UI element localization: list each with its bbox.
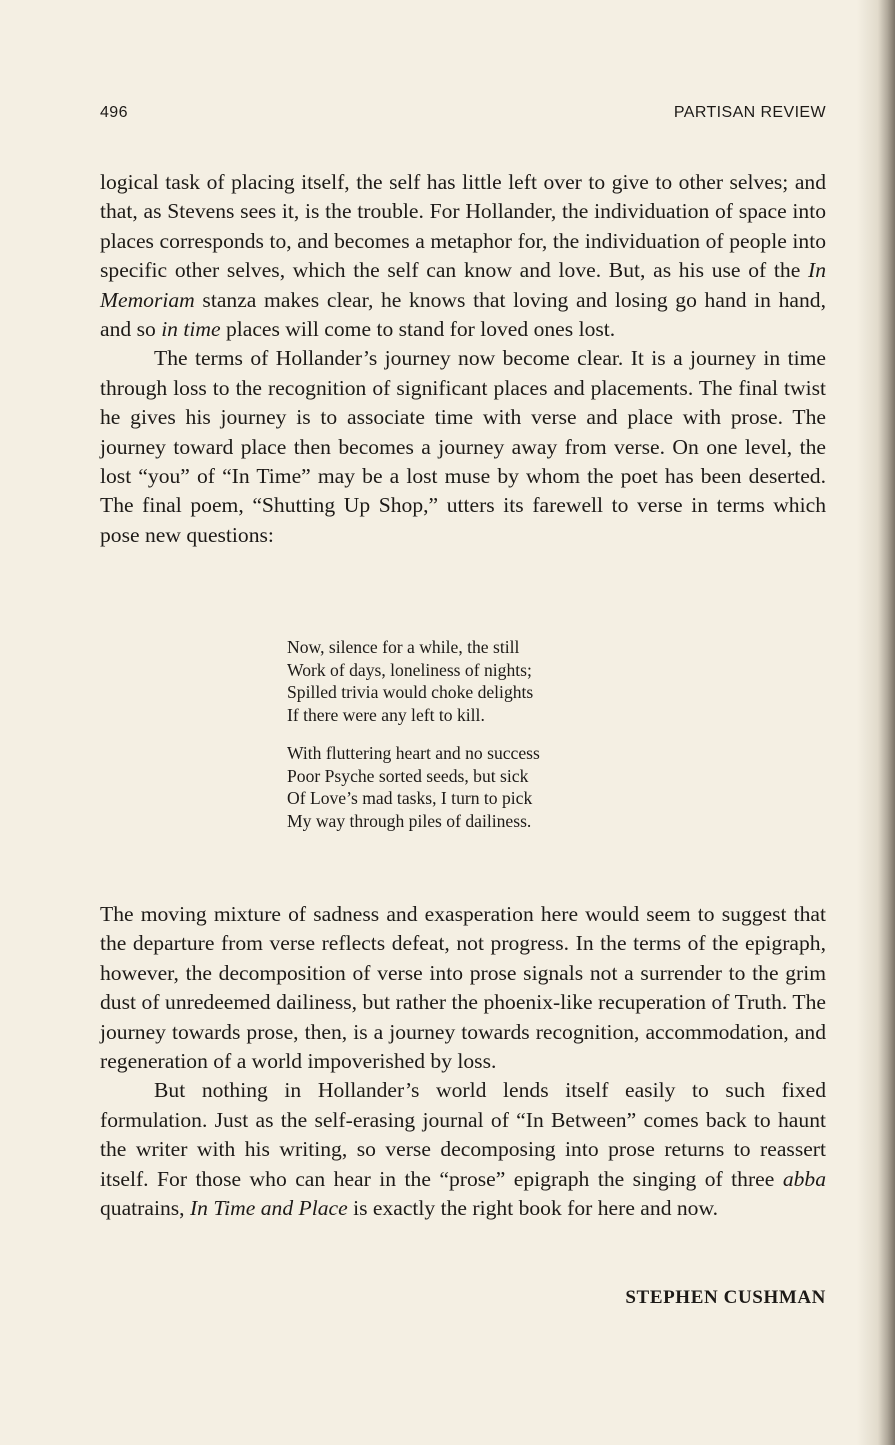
page-edge-shadow: [857, 0, 895, 1445]
verse-line: Poor Psyche sorted seeds, but sick: [287, 765, 529, 786]
italic-title-in-time-and-place: In Time and Place: [189, 1196, 348, 1221]
body-text-lower: [100, 900, 826, 1223]
poem-quotation: [287, 636, 707, 848]
italic-term-abba: abba: [782, 1166, 826, 1191]
paragraph-1: logical task of placing itself, the self has little left over to give to other selves; and that, as Stevens sees it, is the trouble. For Hollander, the individuation of space into places corresponds to, and becomes a metaphor for, the individuation of people into specific other selves, which the self can know and love. But, as his use of the In Memoriam stanza makes clear, he knows that loving and losing go hand in hand, and so in time places will come to stand for loved ones lost.: [100, 170, 826, 342]
verse-line: Now, silence for a while, the still: [287, 637, 520, 657]
verse-line: With fluttering heart and no success: [287, 743, 540, 763]
running-head: [100, 104, 826, 126]
stanza-1: [287, 636, 707, 726]
verse-line: My way through piles of dailiness.: [287, 810, 532, 831]
paragraph-3: The moving mixture of sadness and exasperation here would seem to suggest that the departure from verse reflects defeat, not progress. In the terms of the epigraph, however, the decomposition of verse into prose signals not a surrender to the grim dust of unredeemed dailiness, but rather the phoenix-like recuperation of Truth. The journey towards prose, then, is a journey towards recognition, accommodation, and regeneration of a world impoverished by loss.: [100, 902, 826, 1074]
page-number: 496: [100, 104, 128, 121]
verse-line: Work of days, loneliness of nights;: [287, 659, 532, 680]
verse-line: Spilled trivia would choke delights: [287, 682, 534, 702]
body-text-upper: [100, 168, 826, 550]
italic-phrase-in-time: in time: [161, 317, 221, 342]
verse-line: Of Love’s mad tasks, I turn to pick: [287, 788, 533, 808]
author-signature: STEPHEN CUSHMAN: [625, 1287, 826, 1308]
italic-title-in-memoriam: In Memoriam: [100, 258, 826, 312]
verse-line: If there were any left to kill.: [287, 704, 485, 725]
stanza-2: [287, 742, 707, 832]
paragraph-4: But nothing in Hollander’s world lends itself easily to such fixed formulation. Just as the self-erasing journal of “In Between” comes back to haunt the writer with his writing, so verse decomposing into prose returns to reassert itself. For those who can hear in the “prose” epigraph the singing of three abba quatrains, In Time and Place is exactly the right book for here and now.: [100, 1078, 826, 1221]
journal-title: PARTISAN REVIEW: [673, 104, 826, 121]
paragraph-2: The terms of Hollander’s journey now become clear. It is a journey in time through loss to the recognition of significant places and placements. The final twist he gives his journey is to associate time with verse and place with prose. The journey toward place then becomes a journey away from verse. On one level, the lost “you” of “In Time” may be a lost muse by whom the poet has been deserted. The final poem, “Shutting Up Shop,” utters its farewell to verse in terms which pose new questions:: [100, 346, 826, 547]
